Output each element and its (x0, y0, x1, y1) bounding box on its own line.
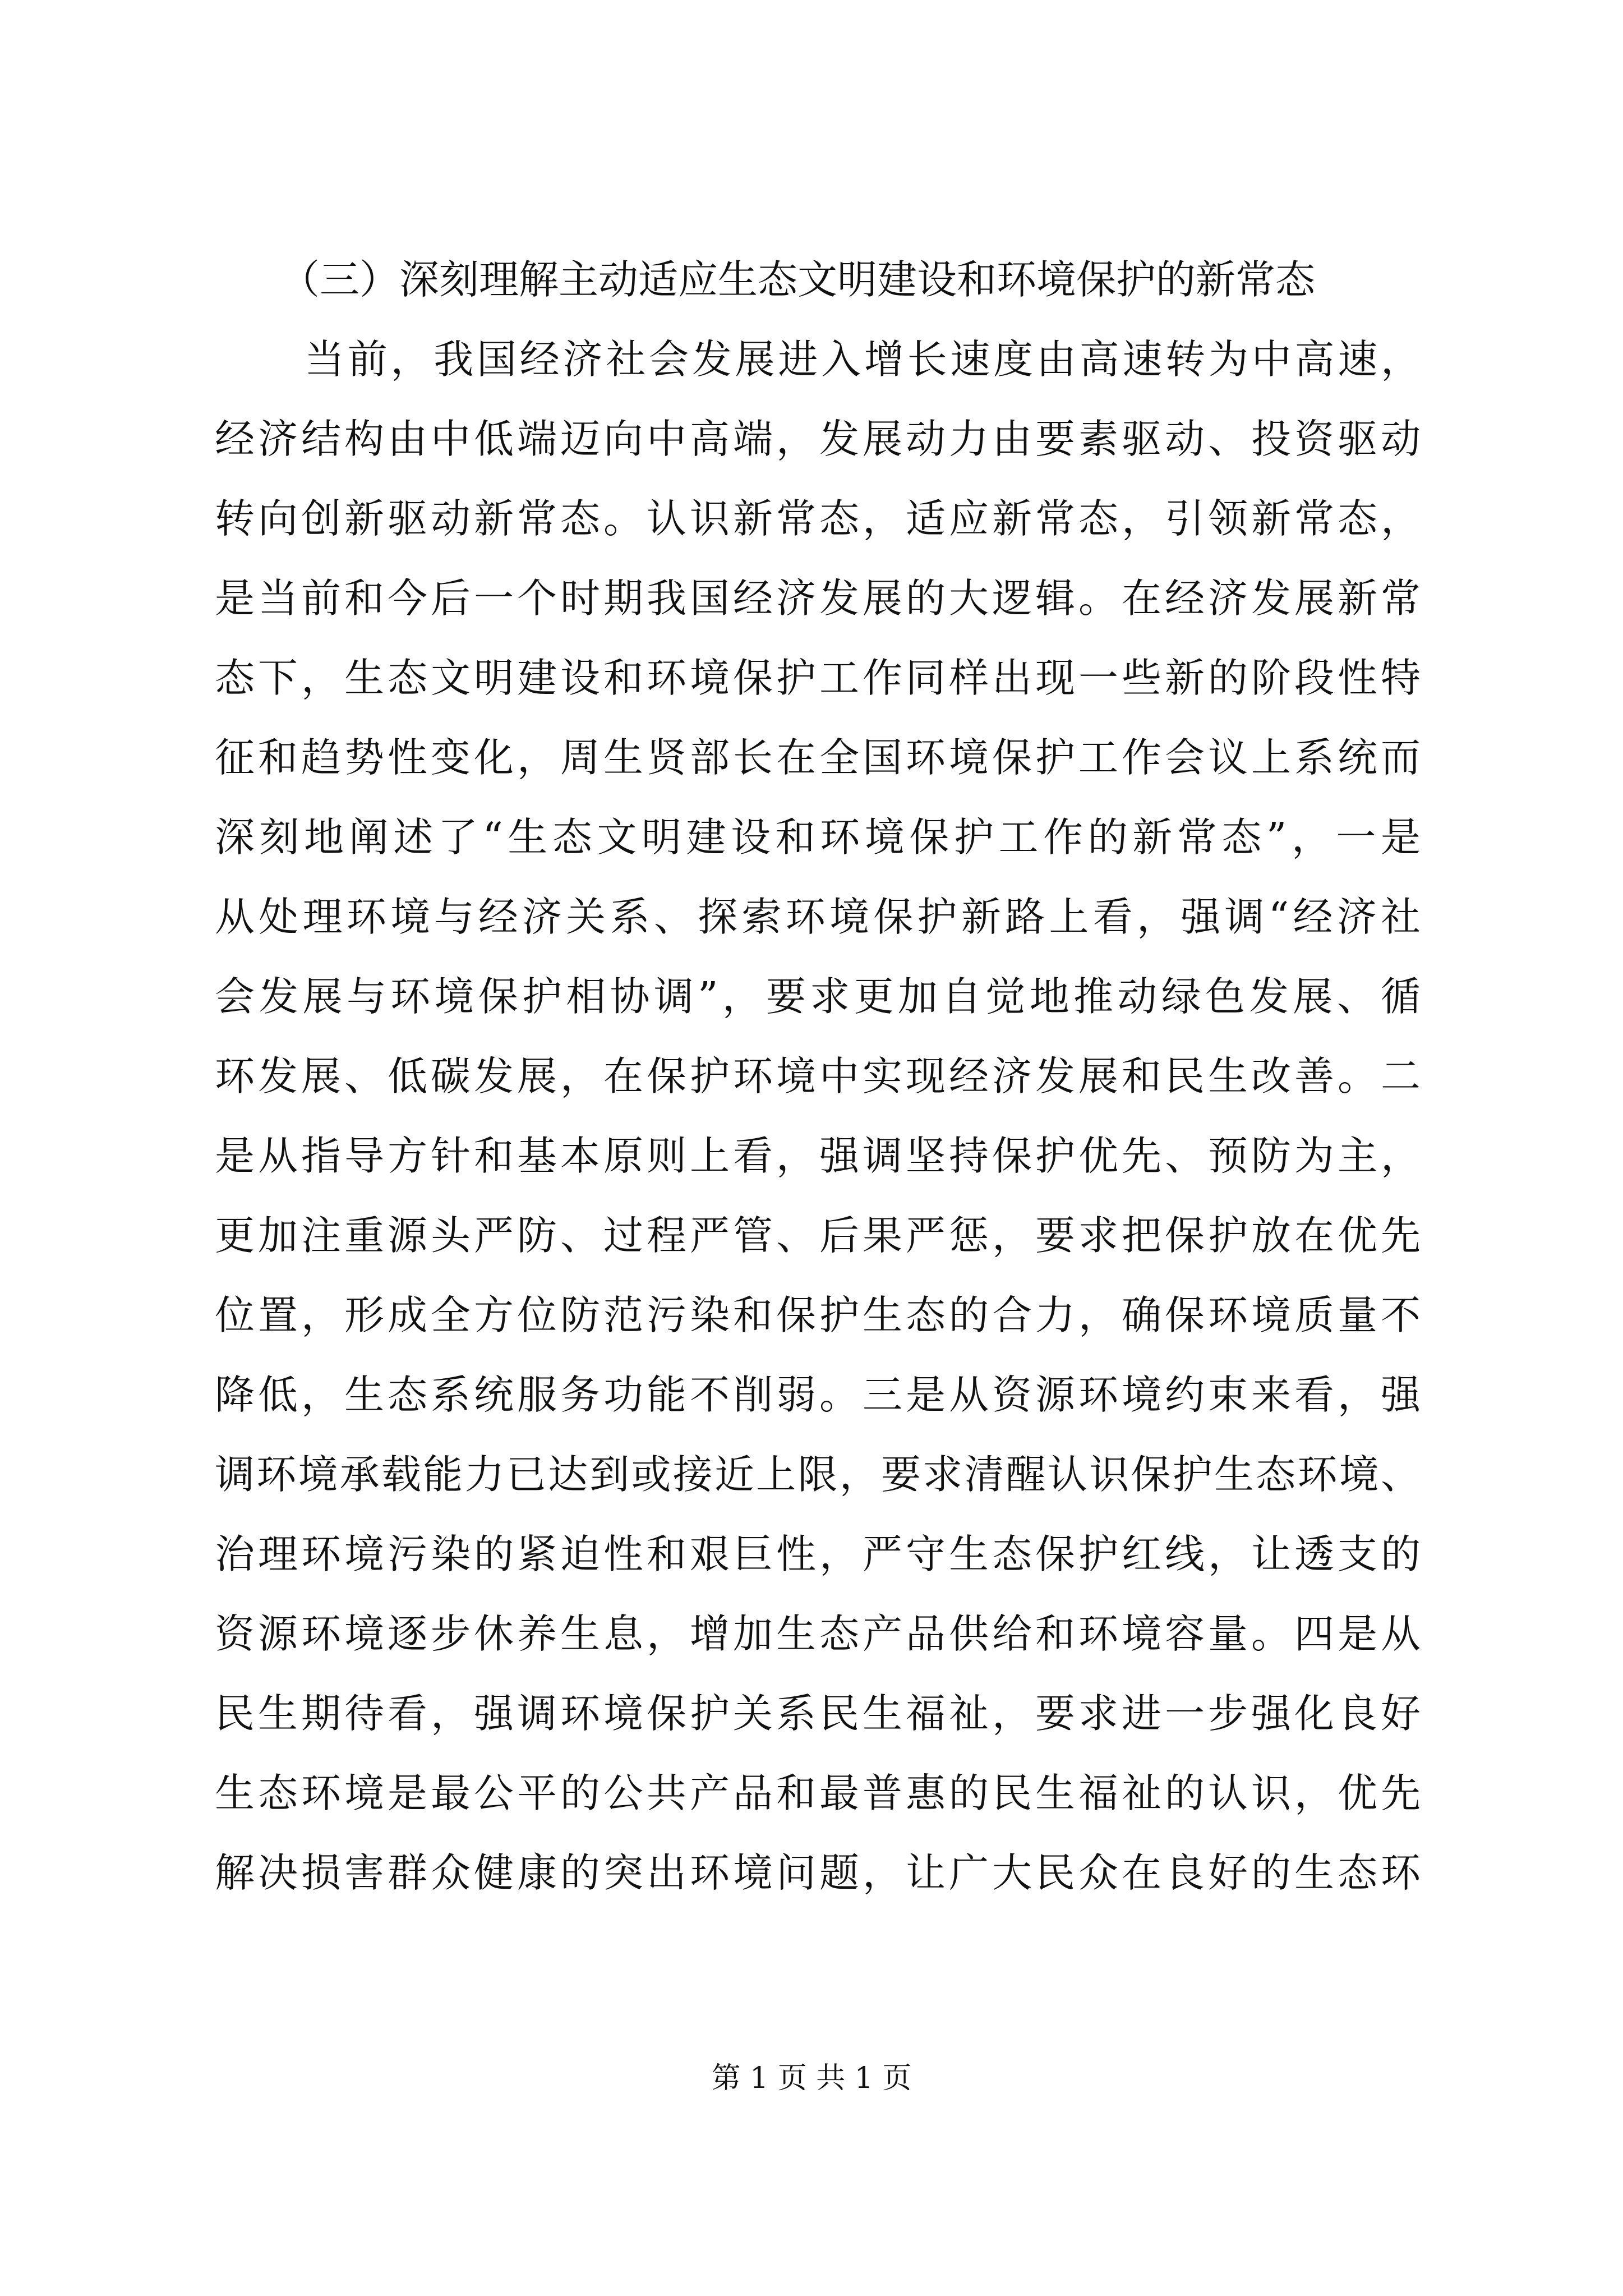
paragraph-line: 民生期待看，强调环境保护关系民生福祉，要求进一步强化良好 (215, 1690, 1421, 1737)
paragraph-line: 是从指导方针和基本原则上看，强调坚持保护优先、预防为主， (215, 1133, 1421, 1179)
paragraph-line: 态下，生态文明建设和环境保护工作同样出现一些新的阶段性特 (215, 655, 1421, 701)
paragraph-line: 治理环境污染的紧迫性和艰巨性，严守生态保护红线，让透支的 (215, 1531, 1421, 1577)
body-text (215, 240, 1421, 1913)
paragraph-line: 资源环境逐步休养生息，增加生态产品供给和环境容量。四是从 (215, 1611, 1421, 1657)
paragraph-line: 环发展、低碳发展，在保护环境中实现经济发展和民生改善。二 (215, 1053, 1421, 1099)
paragraph-line: 更加注重源头严防、过程严管、后果严惩，要求把保护放在优先 (215, 1212, 1421, 1259)
paragraph-line: 转向创新驱动新常态。认识新常态，适应新常态，引领新常态， (215, 495, 1421, 542)
paragraph-line: 深刻地阐述了“生态文明建设和环境保护工作的新常态”，一是 (215, 814, 1421, 861)
paragraph-line: 经济结构由中低端迈向中高端，发展动力由要素驱动、投资驱动 (215, 416, 1421, 462)
paragraph-line: 生态环境是最公平的公共产品和最普惠的民生福祉的认识，优先 (215, 1770, 1421, 1816)
page-footer: 第 1 页 共 1 页 (711, 2062, 912, 2095)
paragraph-line: 当前，我国经济社会发展进入增长速度由高速转为中高速， (305, 336, 1421, 383)
paragraph-line: 从处理环境与经济关系、探索环境保护新路上看，强调“经济社 (215, 894, 1421, 940)
paragraph-line: 降低，生态系统服务功能不削弱。三是从资源环境约束来看，强 (215, 1372, 1421, 1418)
paragraph-line: 位置，形成全方位防范污染和保护生态的合力，确保环境质量不 (215, 1292, 1421, 1338)
paragraph-line: 征和趋势性变化，周生贤部长在全国环境保护工作会议上系统而 (215, 734, 1421, 781)
paragraph-line: 是当前和今后一个时期我国经济发展的大逻辑。在经济发展新常 (215, 575, 1421, 622)
paragraph-line: 会发展与环境保护相协调”，要求更加自觉地推动绿色发展、循 (215, 973, 1421, 1020)
section-heading: （三）深刻理解主动适应生态文明建设和环境保护的新常态 (280, 256, 1316, 303)
paragraph-line: 解决损害群众健康的突出环境问题，让广大民众在良好的生态环 (215, 1849, 1421, 1896)
paragraph-line: 调环境承载能力已达到或接近上限，要求清醒认识保护生态环境、 (215, 1451, 1421, 1498)
